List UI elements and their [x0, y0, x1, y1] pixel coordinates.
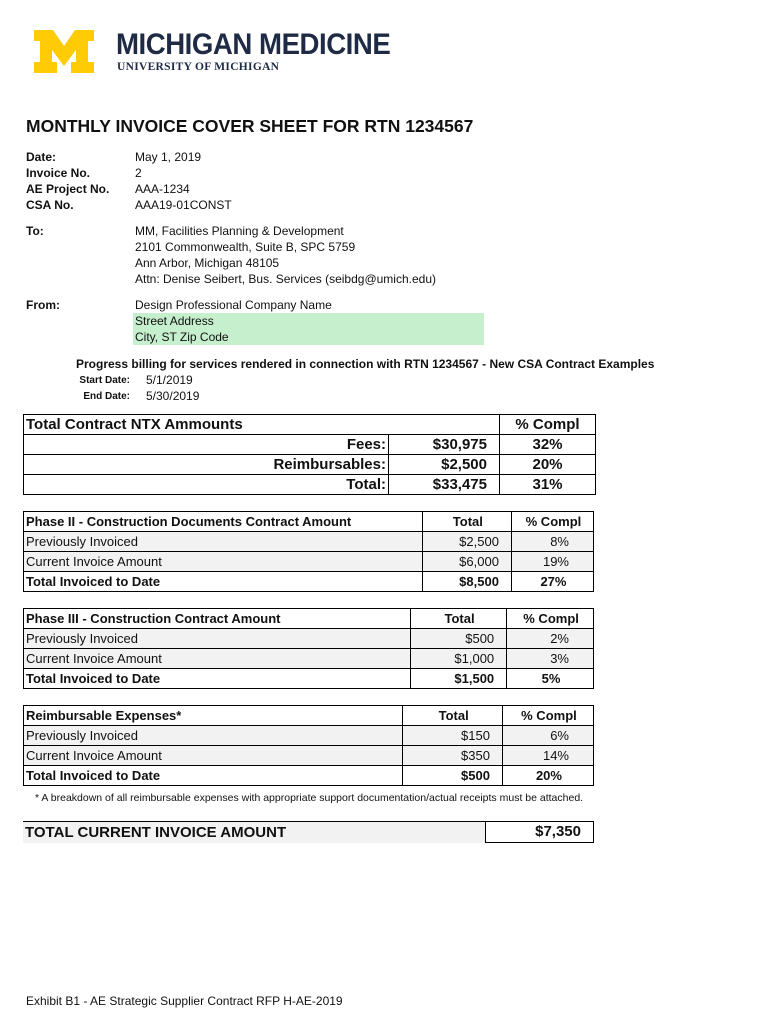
ntx-row-label: Fees:: [24, 435, 389, 455]
from-street-field[interactable]: Street Address: [133, 313, 484, 329]
table-row: [24, 649, 594, 669]
page-title: MONTHLY INVOICE COVER SHEET FOR RTN 1234567: [26, 116, 474, 136]
to-line: Ann Arbor, Michigan 48105: [135, 256, 280, 270]
block-m-logo: [34, 30, 94, 73]
section-title: Phase II - Construction Documents Contract Amount: [24, 512, 423, 532]
ntx-table: [23, 414, 596, 495]
row-amount: $1,500: [410, 669, 506, 689]
ntx-row-amount: $2,500: [389, 455, 500, 475]
row-pct: 8%: [511, 532, 593, 552]
to-line: 2101 Commonwealth, Suite B, SPC 5759: [135, 240, 356, 254]
table-row: [24, 766, 594, 786]
row-amount: $350: [403, 746, 503, 766]
ntx-row-amount: $30,975: [389, 435, 500, 455]
row-label: Total Invoiced to Date: [24, 669, 411, 689]
total-current-amount: $7,350: [485, 821, 594, 843]
brand-subtitle: UNIVERSITY OF MICHIGAN: [117, 61, 280, 73]
csa-label: CSA No.: [26, 198, 74, 212]
table-row: [24, 475, 596, 495]
table-row: [24, 572, 594, 592]
table-row: [24, 532, 594, 552]
section-title: Phase III - Construction Contract Amount: [24, 609, 411, 629]
row-label: Current Invoice Amount: [24, 649, 411, 669]
row-pct: 2%: [507, 629, 594, 649]
row-label: Previously Invoiced: [24, 726, 403, 746]
start-date-label: Start Date:: [79, 375, 130, 386]
row-pct: 14%: [502, 746, 593, 766]
section-title: Reimbursable Expenses*: [24, 706, 403, 726]
row-amount: $150: [403, 726, 503, 746]
end-date-label: End Date:: [83, 391, 130, 402]
row-amount: $500: [403, 766, 503, 786]
brand-name: MICHIGAN MEDICINE: [116, 28, 391, 61]
table-row: [24, 552, 594, 572]
row-pct: 5%: [507, 669, 594, 689]
phase-3-table: [23, 608, 594, 689]
row-label: Total Invoiced to Date: [24, 766, 403, 786]
table-row: [24, 455, 596, 475]
row-pct: 6%: [502, 726, 593, 746]
to-line: Attn: Denise Seibert, Bus. Services (seibdg@umich.edu): [135, 272, 436, 286]
row-pct: 19%: [511, 552, 593, 572]
ntx-row-amount: $33,475: [389, 475, 500, 495]
row-amount: $8,500: [422, 572, 511, 592]
pct-header: % Compl: [507, 609, 594, 629]
pct-header: % Compl: [502, 706, 593, 726]
row-pct: 3%: [507, 649, 594, 669]
ntx-row-pct: 31%: [500, 475, 596, 495]
start-date-value: 5/1/2019: [146, 373, 193, 387]
progress-billing-text: Progress billing for services rendered in connection with RTN 1234567 - New CSA Contract Examples: [76, 357, 655, 371]
total-current-label: TOTAL CURRENT INVOICE AMOUNT: [23, 821, 485, 843]
table-row: [24, 435, 596, 455]
table-row: [24, 746, 594, 766]
total-header: Total: [422, 512, 511, 532]
row-amount: $6,000: [422, 552, 511, 572]
row-label: Previously Invoiced: [24, 629, 411, 649]
from-city-field[interactable]: City, ST Zip Code: [133, 329, 484, 345]
row-label: Total Invoiced to Date: [24, 572, 423, 592]
table-row: [24, 669, 594, 689]
ntx-row-label: Reimbursables:: [24, 455, 389, 475]
to-line: MM, Facilities Planning & Development: [135, 224, 344, 238]
row-label: Current Invoice Amount: [24, 746, 403, 766]
ntx-row-label: Total:: [24, 475, 389, 495]
exhibit-footer: Exhibit B1 - AE Strategic Supplier Contract RFP H-AE-2019: [26, 994, 343, 1008]
project-value: AAA-1234: [135, 182, 190, 196]
total-current-row: [23, 821, 594, 843]
date-value: May 1, 2019: [135, 150, 202, 164]
ntx-pct-header: % Compl: [500, 415, 596, 435]
reimbursable-table: [23, 705, 594, 786]
project-label: AE Project No.: [26, 182, 110, 196]
row-pct: 27%: [511, 572, 593, 592]
pct-header: % Compl: [511, 512, 593, 532]
row-label: Current Invoice Amount: [24, 552, 423, 572]
footnote: * A breakdown of all reimbursable expenses with appropriate support documentation/actual receipts must be attached.: [35, 792, 584, 804]
row-amount: $2,500: [422, 532, 511, 552]
date-label: Date:: [26, 150, 57, 164]
table-row: [24, 726, 594, 746]
row-pct: 20%: [502, 766, 593, 786]
ntx-row-pct: 32%: [500, 435, 596, 455]
ntx-row-pct: 20%: [500, 455, 596, 475]
row-amount: $1,000: [410, 649, 506, 669]
invoice-value: 2: [135, 166, 142, 180]
ntx-title: Total Contract NTX Ammounts: [24, 415, 500, 435]
phase-2-table: [23, 511, 594, 592]
invoice-label: Invoice No.: [26, 166, 91, 180]
row-amount: $500: [410, 629, 506, 649]
to-label: To:: [26, 224, 44, 238]
total-header: Total: [403, 706, 503, 726]
total-header: Total: [410, 609, 506, 629]
row-label: Previously Invoiced: [24, 532, 423, 552]
table-row: [24, 629, 594, 649]
from-company: Design Professional Company Name: [135, 298, 332, 312]
csa-value: AAA19-01CONST: [135, 198, 232, 212]
end-date-value: 5/30/2019: [146, 389, 200, 403]
from-label: From:: [26, 298, 60, 312]
